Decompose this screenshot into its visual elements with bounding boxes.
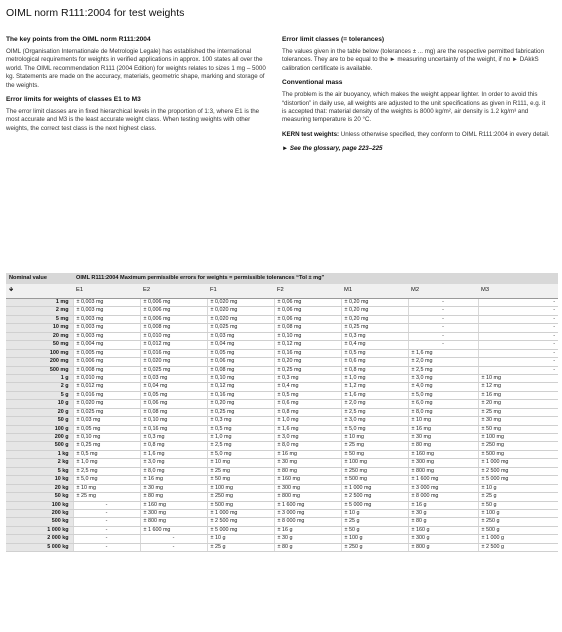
- tolerance-cell: ± 0,3 mg: [341, 332, 408, 340]
- tolerance-table: [6, 273, 558, 552]
- tolerance-cell: ± 0,25 mg: [73, 442, 140, 450]
- tolerance-cell: ± 0,8 mg: [140, 442, 207, 450]
- left-column: [6, 36, 274, 139]
- tolerance-cell: ± 8 000 mg: [274, 518, 341, 526]
- tolerance-cell: ± 800 mg: [408, 467, 478, 475]
- tolerance-cell: ± 0,5 mg: [73, 450, 140, 458]
- tolerance-cell: ± 0,5 mg: [207, 425, 274, 433]
- tolerance-cell: ± 5,0 mg: [408, 391, 478, 399]
- tolerance-cell: ± 50 mg: [207, 476, 274, 484]
- tolerance-cell: -: [408, 341, 478, 349]
- tolerance-cell: ± 80 mg: [408, 442, 478, 450]
- tolerance-cell: ± 1 000 mg: [341, 484, 408, 492]
- tolerance-cell: ± 2,5 mg: [73, 467, 140, 475]
- tolerance-cell: ± 0,20 mg: [341, 299, 408, 307]
- table-row: [6, 459, 558, 467]
- tolerance-cell: ± 0,04 mg: [207, 341, 274, 349]
- tolerance-cell: -: [140, 543, 207, 551]
- tolerance-cell: ± 0,20 mg: [207, 400, 274, 408]
- tolerance-cell: ± 50 mg: [478, 425, 558, 433]
- table-row: [6, 400, 558, 408]
- tolerance-cell: ± 160 mg: [140, 501, 207, 509]
- tolerance-cell: ± 0,08 mg: [274, 324, 341, 332]
- page-title: OIML norm R111:2004 for test weights: [6, 7, 185, 19]
- tolerance-cell: ± 1 600 mg: [408, 476, 478, 484]
- tolerance-cell: ± 1 000 g: [478, 535, 558, 543]
- tolerance-cell: ± 2,5 mg: [341, 408, 408, 416]
- tolerance-cell: ± 1,0 mg: [207, 434, 274, 442]
- nominal-value-cell: 2 kg: [6, 459, 73, 467]
- tolerance-cell: ± 0,05 mg: [140, 391, 207, 399]
- tolerance-cell: ± 0,8 mg: [274, 408, 341, 416]
- tolerance-cell: ± 0,3 mg: [140, 434, 207, 442]
- tolerance-cell: ± 0,020 mg: [207, 299, 274, 307]
- tolerance-cell: ± 0,003 mg: [73, 299, 140, 307]
- tolerance-cell: ± 0,025 mg: [140, 366, 207, 374]
- tolerance-cell: ± 100 mg: [478, 434, 558, 442]
- tolerance-cell: ± 5,0 mg: [207, 450, 274, 458]
- table-row: [6, 442, 558, 450]
- nominal-value-cell: 5 g: [6, 391, 73, 399]
- tolerance-cell: ± 0,16 mg: [140, 425, 207, 433]
- tolerance-cell: ± 16 mg: [140, 476, 207, 484]
- tolerance-cell: ± 30 mg: [274, 459, 341, 467]
- tolerance-cell: ± 250 mg: [341, 467, 408, 475]
- tolerance-cell: ± 0,12 mg: [274, 341, 341, 349]
- table-row: [6, 383, 558, 391]
- tolerance-cell: ± 1,2 mg: [341, 383, 408, 391]
- tolerance-cell: ± 500 mg: [478, 450, 558, 458]
- tolerance-cell: ± 2 500 mg: [207, 518, 274, 526]
- tolerance-cell: ± 0,003 mg: [73, 315, 140, 323]
- tolerance-cell: ± 800 g: [408, 543, 478, 551]
- tolerance-cell: ± 10 mg: [207, 459, 274, 467]
- tolerance-cell: ± 10 mg: [478, 374, 558, 382]
- table-row: [6, 526, 558, 534]
- nominal-value-cell: 50 g: [6, 417, 73, 425]
- table-row: [6, 476, 558, 484]
- nominal-value-cell: 100 mg: [6, 349, 73, 357]
- table-row: [6, 425, 558, 433]
- table-row: [6, 408, 558, 416]
- tolerance-cell: ± 8 000 mg: [408, 493, 478, 501]
- tolerance-cell: -: [478, 332, 558, 340]
- tolerance-cell: ± 0,06 mg: [274, 315, 341, 323]
- tolerance-cell: ± 80 g: [408, 518, 478, 526]
- tolerance-cell: ± 30 g: [408, 509, 478, 517]
- tolerance-cell: ± 0,20 mg: [341, 307, 408, 315]
- tolerance-cell: ± 0,03 mg: [140, 374, 207, 382]
- tolerance-cell: ± 0,003 mg: [73, 324, 140, 332]
- table-row: [6, 358, 558, 366]
- tolerance-cell: ± 0,3 mg: [207, 417, 274, 425]
- class-header-m2: M2: [408, 284, 478, 299]
- tolerance-cell: ± 4,0 mg: [408, 383, 478, 391]
- tolerance-cell: ± 1,0 mg: [73, 459, 140, 467]
- tolerance-cell: ± 0,03 mg: [73, 417, 140, 425]
- tolerance-cell: ± 25 mg: [341, 442, 408, 450]
- tolerance-cell: ± 0,003 mg: [73, 332, 140, 340]
- tolerance-cell: ± 1,6 mg: [341, 391, 408, 399]
- tolerance-cell: -: [408, 299, 478, 307]
- tolerance-cell: -: [73, 509, 140, 517]
- tolerance-cell: ± 5 000 mg: [207, 526, 274, 534]
- tolerance-cell: -: [408, 307, 478, 315]
- tolerance-cell: ± 0,3 mg: [274, 374, 341, 382]
- tolerance-cell: ± 250 mg: [478, 442, 558, 450]
- nominal-value-cell: 5 mg: [6, 315, 73, 323]
- tolerance-cell: ± 0,005 mg: [73, 349, 140, 357]
- tolerance-cell: ± 1,0 mg: [274, 417, 341, 425]
- table-row: [6, 518, 558, 526]
- tolerance-cell: ± 0,25 mg: [341, 324, 408, 332]
- tolerance-cell: ± 2 500 mg: [341, 493, 408, 501]
- glossary-link[interactable]: ► See the glossary, page 223–225: [282, 145, 383, 153]
- tolerance-cell: ± 500 mg: [341, 476, 408, 484]
- table-row: [6, 434, 558, 442]
- tolerance-cell: ± 8,0 mg: [274, 442, 341, 450]
- nominal-value-cell: 2 000 kg: [6, 535, 73, 543]
- tolerance-cell: ± 50 g: [341, 526, 408, 534]
- tolerance-cell: ± 0,16 mg: [274, 349, 341, 357]
- tolerance-cell: -: [478, 349, 558, 357]
- class-header-f1: F1: [207, 284, 274, 299]
- tolerance-cell: ± 100 mg: [207, 484, 274, 492]
- nominal-value-cell: 200 mg: [6, 358, 73, 366]
- tolerance-cell: ± 0,08 mg: [207, 366, 274, 374]
- tolerance-classes-heading: Error limit classes (= tolerances): [282, 36, 385, 43]
- tolerance-cell: ± 0,04 mg: [140, 383, 207, 391]
- tolerance-cell: ± 0,20 mg: [341, 315, 408, 323]
- tolerance-cell: -: [73, 535, 140, 543]
- nominal-value-cell: 10 kg: [6, 476, 73, 484]
- table-row: [6, 484, 558, 492]
- tolerance-cell: -: [478, 307, 558, 315]
- nominal-value-cell: 50 mg: [6, 341, 73, 349]
- tolerance-cell: ± 80 g: [274, 543, 341, 551]
- tolerance-cell: -: [478, 341, 558, 349]
- nominal-value-cell: 10 mg: [6, 324, 73, 332]
- table-row: [6, 324, 558, 332]
- tolerance-cell: ± 800 mg: [274, 493, 341, 501]
- table-row: [6, 509, 558, 517]
- table-row: [6, 315, 558, 323]
- tolerance-cell: ± 3,0 mg: [408, 374, 478, 382]
- tolerance-cell: ± 300 mg: [274, 484, 341, 492]
- tolerance-cell: ± 0,008 mg: [140, 324, 207, 332]
- kern-label: KERN test weights:: [282, 130, 340, 138]
- tolerance-cell: ± 0,6 mg: [341, 358, 408, 366]
- tolerance-cell: ± 3,0 mg: [140, 459, 207, 467]
- tolerance-cell: -: [408, 332, 478, 340]
- nominal-value-header: Nominal value: [6, 273, 73, 284]
- tolerance-cell: -: [478, 358, 558, 366]
- tolerance-cell: ± 0,003 mg: [73, 307, 140, 315]
- nominal-value-cell: 20 kg: [6, 484, 73, 492]
- tolerance-cell: -: [478, 324, 558, 332]
- oiml-group-header: OIML R111:2004 Maximum permissible errors for weights = permissible tolerances “Tol ± mg”: [73, 273, 558, 284]
- tolerance-cell: ± 25 g: [207, 543, 274, 551]
- nominal-value-cell: 100 g: [6, 425, 73, 433]
- tolerance-cell: ± 0,025 mg: [207, 324, 274, 332]
- tolerance-cell: ± 0,020 mg: [140, 358, 207, 366]
- table-row: [6, 391, 558, 399]
- tolerance-cell: ± 2,5 mg: [408, 366, 478, 374]
- class-header-m1: M1: [341, 284, 408, 299]
- nominal-value-cell: 10 g: [6, 400, 73, 408]
- table-row: [6, 417, 558, 425]
- tolerance-cell: ± 20 mg: [478, 400, 558, 408]
- tolerance-cell: ± 300 mg: [140, 509, 207, 517]
- table-row: [6, 299, 558, 307]
- tolerance-cell: ± 5 000 mg: [341, 501, 408, 509]
- table-row: [6, 501, 558, 509]
- tolerance-cell: ± 3 000 mg: [408, 484, 478, 492]
- nominal-value-cell: 1 mg: [6, 299, 73, 307]
- tolerance-cell: -: [140, 535, 207, 543]
- table-row: [6, 349, 558, 357]
- tolerance-cell: -: [73, 526, 140, 534]
- tolerance-cell: ± 100 g: [341, 535, 408, 543]
- nominal-value-cell: 200 g: [6, 434, 73, 442]
- tolerance-cell: ± 5 000 mg: [478, 476, 558, 484]
- tolerance-cell: ± 0,25 mg: [274, 366, 341, 374]
- nominal-value-cell: 1 kg: [6, 450, 73, 458]
- nominal-value-cell: 50 kg: [6, 493, 73, 501]
- tolerance-cell: ± 2 500 g: [478, 543, 558, 551]
- tolerance-cell: ± 1 600 mg: [140, 526, 207, 534]
- tolerance-cell: ± 8,0 mg: [140, 467, 207, 475]
- tolerance-classes-text: The values given in the table below (tolerances ± ... mg) are the respective permitted fabrication tolerances. They are to be equal to the ► measuring uncertainty of the weight, if no ► DAkkS calibration certificate is available.: [282, 48, 545, 72]
- kern-note: [282, 131, 550, 139]
- tolerance-cell: ± 10 mg: [341, 434, 408, 442]
- tolerance-cell: ± 0,008 mg: [73, 366, 140, 374]
- tolerance-cell: ± 0,8 mg: [341, 366, 408, 374]
- tolerance-cell: ± 3,0 mg: [274, 434, 341, 442]
- tolerance-cell: ± 1 600 mg: [274, 501, 341, 509]
- tolerance-cell: ± 10 mg: [73, 484, 140, 492]
- tolerance-cell: ± 0,010 mg: [73, 374, 140, 382]
- tolerance-cell: ± 0,08 mg: [140, 408, 207, 416]
- tolerance-cell: ± 1,0 mg: [341, 374, 408, 382]
- tolerance-cell: ± 5,0 mg: [73, 476, 140, 484]
- tolerance-cell: ± 16 g: [408, 501, 478, 509]
- arrow-down-icon: 🡻: [6, 284, 73, 299]
- tolerance-cell: -: [478, 299, 558, 307]
- tolerance-cell: ± 500 g: [478, 526, 558, 534]
- conventional-mass-heading: Conventional mass: [282, 79, 343, 87]
- tolerance-cell: ± 0,006 mg: [140, 315, 207, 323]
- tolerance-cell: -: [478, 366, 558, 374]
- class-header-m3: M3: [478, 284, 558, 299]
- tolerance-cell: ± 250 mg: [207, 493, 274, 501]
- tolerance-cell: ± 2,0 mg: [341, 400, 408, 408]
- tolerance-cell: ± 0,025 mg: [73, 408, 140, 416]
- nominal-value-cell: 5 kg: [6, 467, 73, 475]
- tolerance-cell: ± 100 g: [478, 509, 558, 517]
- tolerance-cell: ± 0,006 mg: [140, 299, 207, 307]
- tolerance-cell: ± 0,12 mg: [207, 383, 274, 391]
- tolerance-cell: ± 0,020 mg: [207, 307, 274, 315]
- tolerance-cell: ± 25 g: [341, 518, 408, 526]
- tolerance-cell: ± 160 g: [408, 526, 478, 534]
- tolerance-cell: ± 0,016 mg: [73, 391, 140, 399]
- tolerance-cell: ± 0,4 mg: [274, 383, 341, 391]
- nominal-value-cell: 1 000 kg: [6, 526, 73, 534]
- tolerance-cell: ± 6,0 mg: [408, 400, 478, 408]
- tolerance-cell: ± 160 mg: [408, 450, 478, 458]
- tolerance-cell: ± 0,10 mg: [207, 374, 274, 382]
- tolerance-cell: ± 500 mg: [207, 501, 274, 509]
- tolerance-cell: ± 0,010 mg: [140, 332, 207, 340]
- table-row: [6, 341, 558, 349]
- tolerance-cell: ± 3,0 mg: [341, 417, 408, 425]
- tolerance-cell: ± 0,06 mg: [140, 400, 207, 408]
- tolerance-cell: ± 0,06 mg: [274, 299, 341, 307]
- tolerance-cell: ± 0,06 mg: [274, 307, 341, 315]
- tolerance-cell: ± 100 mg: [341, 459, 408, 467]
- kern-text: Unless otherwise specified, they conform to OIML R111:2004 in every detail.: [339, 130, 550, 138]
- table-row: [6, 467, 558, 475]
- tolerance-cell: -: [408, 315, 478, 323]
- tolerance-cell: ± 160 mg: [274, 476, 341, 484]
- nominal-value-cell: 2 mg: [6, 307, 73, 315]
- tolerance-cell: ± 0,5 mg: [274, 391, 341, 399]
- key-points-text: OIML (Organisation Internationale de Metrologie Legale) has established the international metrological requirements for weights in verified applications in approx. 100 states all over the world. The OIML recommendation R111 (2004 Edition) for weights relates to sizes 1 mg – 5000 kg. Statements are made on the accuracy, materials, geometric shape, marking and storage of the weights.: [6, 48, 266, 89]
- tolerance-cell: ± 10 mg: [408, 417, 478, 425]
- tolerance-cell: ± 5,0 mg: [341, 425, 408, 433]
- tolerance-cell: ± 0,006 mg: [140, 307, 207, 315]
- tolerance-cell: ± 10 g: [207, 535, 274, 543]
- nominal-value-cell: 1 g: [6, 374, 73, 382]
- tolerance-cell: ± 0,25 mg: [207, 408, 274, 416]
- table-row: [6, 332, 558, 340]
- tolerance-cell: ± 0,012 mg: [73, 383, 140, 391]
- tolerance-cell: ± 0,016 mg: [140, 349, 207, 357]
- nominal-value-cell: 500 g: [6, 442, 73, 450]
- tolerance-cell: ± 0,012 mg: [140, 341, 207, 349]
- tolerance-cell: ± 25 mg: [73, 493, 140, 501]
- tolerance-cell: ± 16 g: [274, 526, 341, 534]
- tolerance-cell: ± 16 mg: [274, 450, 341, 458]
- tolerance-cell: ± 0,16 mg: [207, 391, 274, 399]
- right-column: [282, 36, 550, 160]
- tolerance-cell: ± 0,5 mg: [341, 349, 408, 357]
- tolerance-cell: -: [73, 518, 140, 526]
- tolerance-cell: ± 80 mg: [274, 467, 341, 475]
- tolerance-cell: ± 0,10 mg: [140, 417, 207, 425]
- key-points-heading: The key points from the OIML norm R111:2004: [6, 36, 151, 43]
- tolerance-cell: ± 30 mg: [478, 417, 558, 425]
- tolerance-cell: ± 0,020 mg: [207, 315, 274, 323]
- tolerance-cell: ± 80 mg: [140, 493, 207, 501]
- tolerance-cell: ± 300 g: [408, 535, 478, 543]
- tolerance-cell: ± 1 000 mg: [478, 459, 558, 467]
- tolerance-cell: ± 0,05 mg: [73, 425, 140, 433]
- tolerance-cell: ± 250 g: [341, 543, 408, 551]
- tolerance-cell: ± 16 mg: [408, 425, 478, 433]
- table-row: [6, 493, 558, 501]
- table-row: [6, 374, 558, 382]
- error-limits-text: The error limit classes are in fixed hierarchical levels in the proportion of 1:3, where E1 is the most accurate and M3 is the least accurate weight class. When testing weights with other weights, the correct test class is the next highest class.: [6, 108, 260, 132]
- tolerance-cell: ± 30 g: [274, 535, 341, 543]
- nominal-value-cell: 5 000 kg: [6, 543, 73, 551]
- tolerance-cell: -: [408, 324, 478, 332]
- tolerance-cell: ± 1,6 mg: [408, 349, 478, 357]
- nominal-value-cell: 2 g: [6, 383, 73, 391]
- tolerance-cell: ± 8,0 mg: [408, 408, 478, 416]
- tolerance-cell: ± 0,10 mg: [73, 434, 140, 442]
- tolerance-cell: ± 0,004 mg: [73, 341, 140, 349]
- tolerance-cell: ± 2,0 mg: [408, 358, 478, 366]
- tolerance-cell: ± 1,6 mg: [140, 450, 207, 458]
- tolerance-cell: ± 0,06 mg: [207, 358, 274, 366]
- tolerance-cell: -: [73, 543, 140, 551]
- tolerance-cell: -: [73, 501, 140, 509]
- tolerance-cell: ± 12 mg: [478, 383, 558, 391]
- tolerance-cell: ± 2 500 mg: [478, 467, 558, 475]
- tolerance-cell: -: [478, 315, 558, 323]
- tolerance-cell: ± 1 000 mg: [207, 509, 274, 517]
- conventional-mass-text: The problem is the air buoyancy, which makes the weight appear lighter. In order to avoid this “distortion” in daily use, all weights are adjusted to the unit specifications as given in R111, e.g. it is accepted that: material density of the weights is 8000 kg/m², air density is 1.2 kg/m³ and measuring temperature is 20 °C.: [282, 91, 546, 124]
- tolerance-cell: ± 0,006 mg: [73, 358, 140, 366]
- class-header-f2: F2: [274, 284, 341, 299]
- tolerance-cell: ± 16 mg: [478, 391, 558, 399]
- error-limits-heading: Error limits for weights of classes E1 to M3: [6, 96, 141, 104]
- nominal-value-cell: 20 mg: [6, 332, 73, 340]
- class-header-e1: E1: [73, 284, 140, 299]
- tolerance-cell: ± 50 g: [478, 501, 558, 509]
- tolerance-cell: ± 30 mg: [408, 434, 478, 442]
- tolerance-cell: ± 2,5 mg: [207, 442, 274, 450]
- tolerance-cell: ± 25 mg: [478, 408, 558, 416]
- tolerance-cell: ± 30 mg: [140, 484, 207, 492]
- tolerance-cell: ± 0,020 mg: [73, 400, 140, 408]
- table-row: [6, 450, 558, 458]
- tolerance-cell: ± 50 mg: [341, 450, 408, 458]
- tolerance-cell: ± 3 000 mg: [274, 509, 341, 517]
- nominal-value-cell: 200 kg: [6, 509, 73, 517]
- tolerance-cell: ± 0,4 mg: [341, 341, 408, 349]
- table-row: [6, 543, 558, 551]
- tolerance-cell: ± 0,05 mg: [207, 349, 274, 357]
- class-header-e2: E2: [140, 284, 207, 299]
- tolerance-cell: ± 0,03 mg: [207, 332, 274, 340]
- nominal-value-cell: 500 mg: [6, 366, 73, 374]
- table-row: [6, 366, 558, 374]
- tolerance-cell: ± 0,10 mg: [274, 332, 341, 340]
- tolerance-cell: ± 10 g: [478, 484, 558, 492]
- tolerance-cell: ± 25 g: [478, 493, 558, 501]
- tolerance-cell: ± 0,20 mg: [274, 358, 341, 366]
- tolerance-cell: ± 300 mg: [408, 459, 478, 467]
- tolerance-cell: ± 800 mg: [140, 518, 207, 526]
- tolerance-cell: ± 1,6 mg: [274, 425, 341, 433]
- tolerance-cell: ± 0,6 mg: [274, 400, 341, 408]
- nominal-value-cell: 20 g: [6, 408, 73, 416]
- tolerance-cell: ± 25 mg: [207, 467, 274, 475]
- table-row: [6, 535, 558, 543]
- tolerance-cell: ± 10 g: [341, 509, 408, 517]
- nominal-value-cell: 500 kg: [6, 518, 73, 526]
- nominal-value-cell: 100 kg: [6, 501, 73, 509]
- table-row: [6, 307, 558, 315]
- tolerance-cell: ± 250 g: [478, 518, 558, 526]
